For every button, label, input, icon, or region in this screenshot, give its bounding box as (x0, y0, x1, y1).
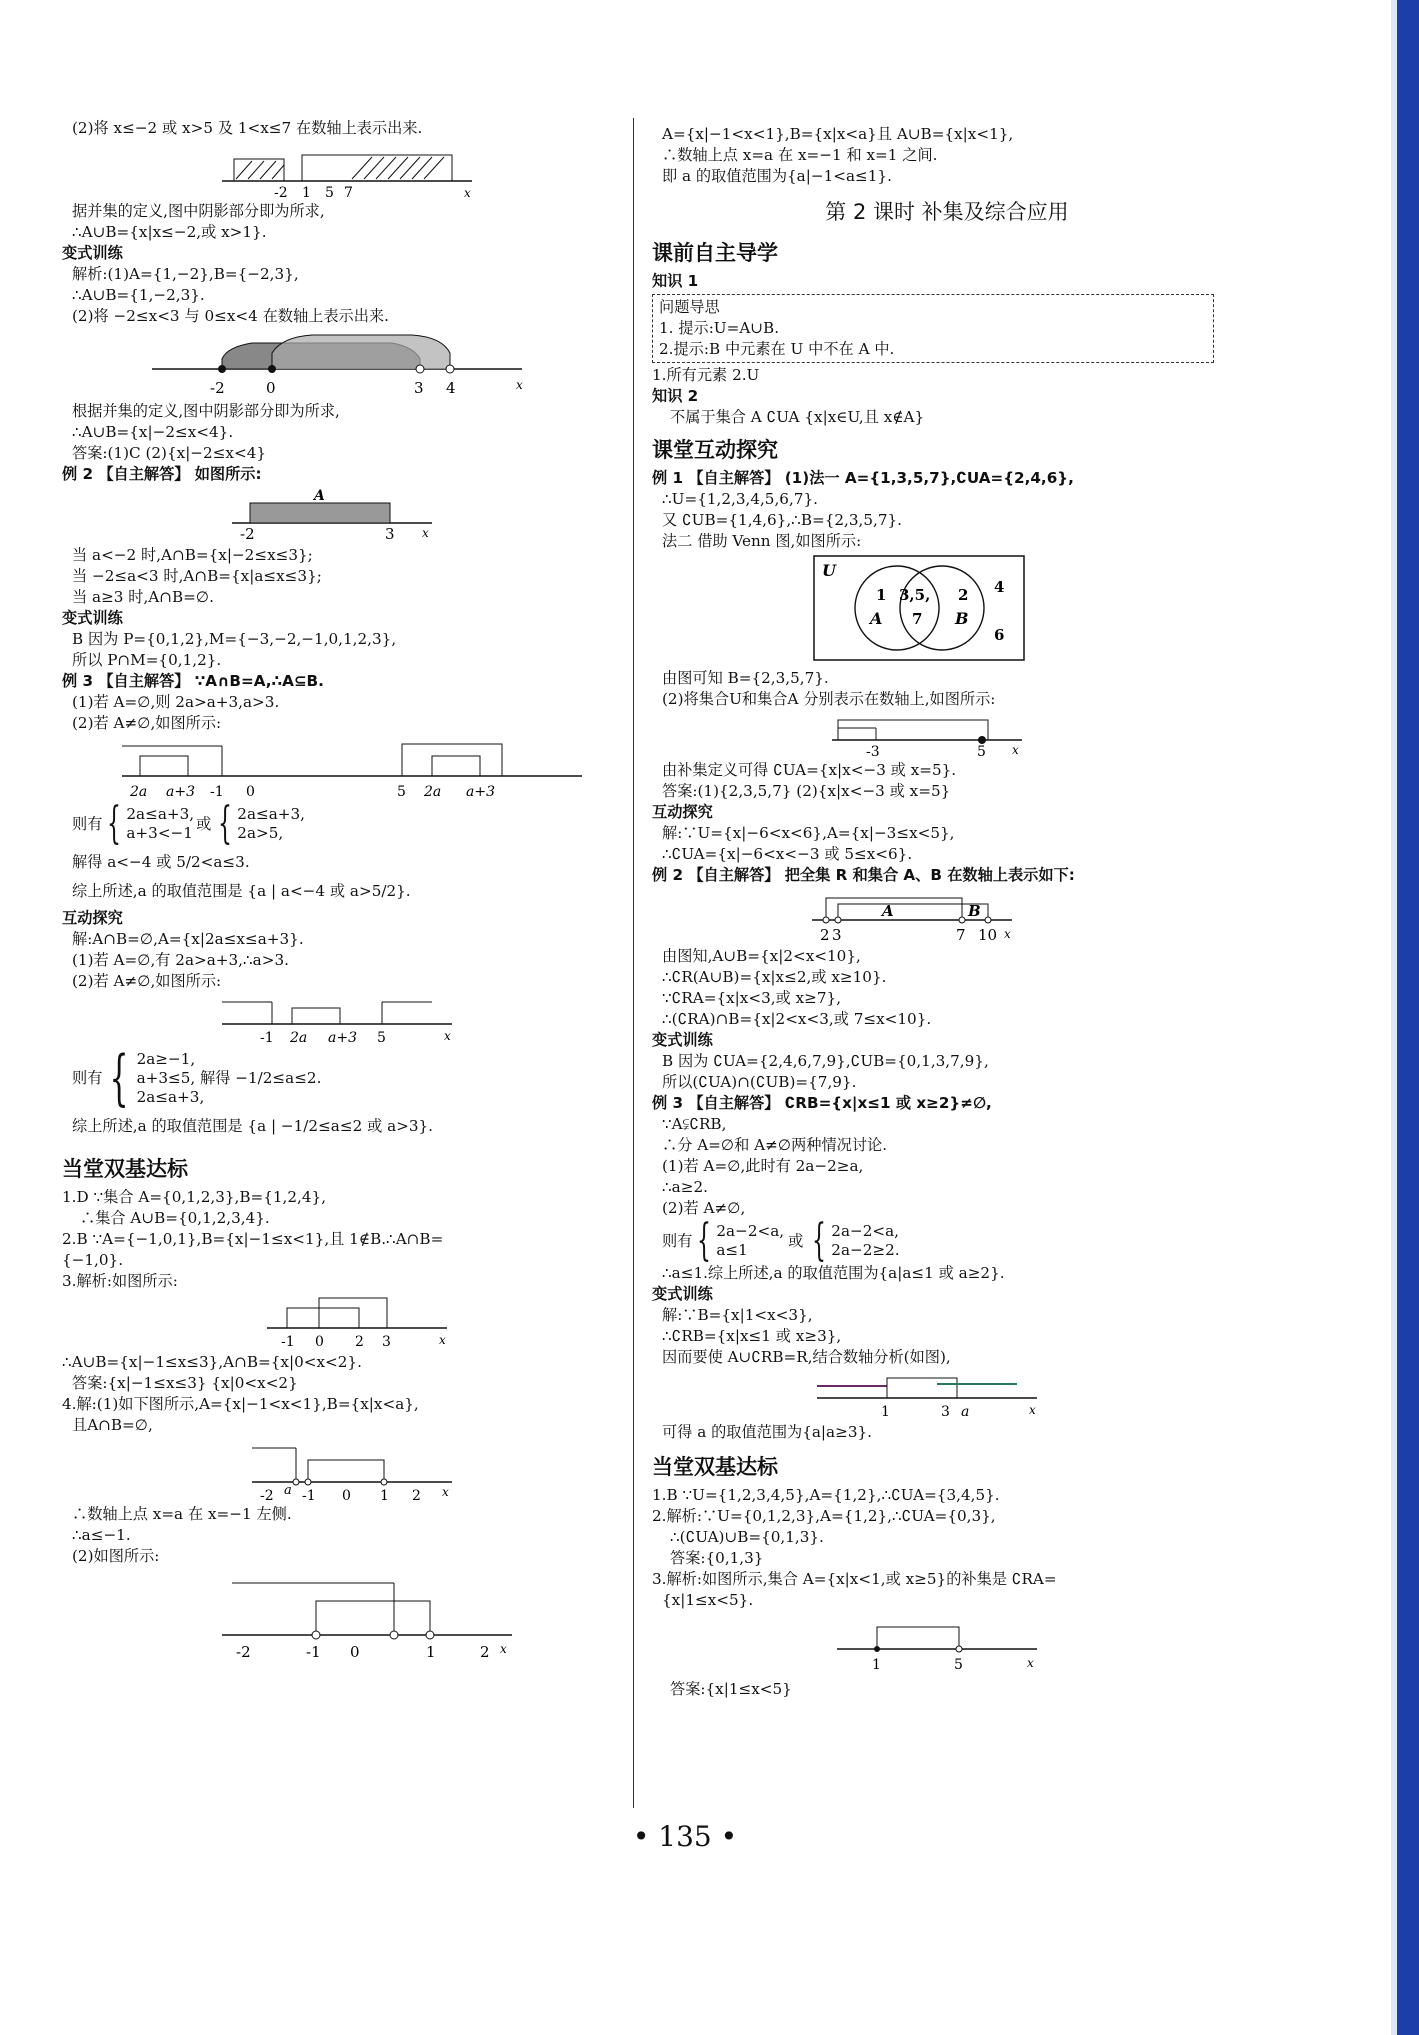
text-line: B 因为 ∁UA={2,4,6,7,9},∁UB={0,1,3,7,9}, (662, 1052, 989, 1070)
text-line: ∵A⫋∁RB, (662, 1115, 727, 1133)
answer-line: 答案:{0,1,3} (670, 1549, 764, 1567)
axis-tick-label: 3 (414, 379, 424, 397)
text-line: a+3<−1 (126, 824, 193, 842)
axis-tick-label: -2 (236, 1643, 251, 1661)
text-line: 2.B ∵A={−1,0,1},B={x|−1≤x<1},且 1∉B.∴A∩B= (62, 1230, 444, 1248)
text-line: A={x|−1<x<1},B={x|x<a}且 A∪B={x|x<1}, (662, 125, 1014, 143)
axis-tick-label: 4 (446, 379, 456, 397)
axis-tick-label: -2 (274, 185, 288, 199)
text-label: 或 (788, 1231, 804, 1250)
section-label: 变式训练 (652, 1031, 713, 1049)
text-line: ∵∁RA={x|x<3,或 x≥7}, (662, 989, 842, 1007)
text-line: 2a−2<a, (831, 1222, 899, 1240)
brace-icon: { (812, 1215, 827, 1266)
set-label: A (882, 902, 894, 920)
number-line-figure-r2 (812, 888, 1032, 944)
text-line: 3.解析:如图所示: (62, 1272, 178, 1290)
axis-x-label: x (500, 1642, 507, 1656)
axis-tick-label: 1 (881, 1404, 890, 1420)
brace-icon: { (107, 798, 122, 849)
text-line: (1)若 A=∅,则 2a>a+3,a>3. (72, 693, 280, 711)
text-line: {−1,0}. (62, 1251, 124, 1269)
axis-tick-label: 3 (382, 1334, 391, 1350)
venn-element: 1 (876, 586, 887, 604)
text-line: ∴(∁UA)∪B={0,1,3}. (670, 1528, 824, 1546)
text-line: 解析:(1)A={1,−2},B={−2,3}, (72, 265, 299, 283)
text-line: a+3≤5, 解得 −1/2≤a≤2. (136, 1068, 322, 1087)
answer-line: 答案:(1){2,3,5,7} (2){x|x<−3 或 x=5} (662, 782, 951, 800)
text-line: 当 a≥3 时,A∩B=∅. (72, 588, 214, 606)
text-line: (1)若 A=∅,此时有 2a−2≥a, (662, 1157, 864, 1175)
axis-tick-label: -1 (302, 1488, 316, 1502)
axis-tick-label: 1 (380, 1488, 389, 1502)
text-line: (2)如图所示: (72, 1547, 160, 1565)
text-line: ∴∁RB={x|x≤1 或 x≥3}, (662, 1327, 842, 1345)
axis-tick-label: 3 (941, 1404, 950, 1420)
text-line: 2a−2≥2. (831, 1241, 900, 1259)
venn-element: 2 (958, 586, 969, 604)
box-title: 问题导思 (659, 298, 720, 316)
number-line-figure-5 (222, 994, 482, 1046)
text-line: ∴A∪B={x|−1≤x≤3},A∩B={x|0<x<2}. (62, 1353, 362, 1371)
page-edge-band (1397, 0, 1419, 2035)
axis-tick-label: a+3 (328, 1030, 357, 1046)
section-heading: 当堂双基达标 (62, 1157, 188, 1181)
text-line: (2)将集合U和集合A 分别表示在数轴上,如图所示: (662, 690, 996, 708)
text-label: 则有 (72, 1068, 103, 1087)
axis-x-label: x (442, 1485, 449, 1499)
venn-element: 4 (994, 578, 1005, 596)
example-heading: 例 3 【自主解答】 ∵A∩B=A,∴A⊆B. (62, 672, 324, 690)
brace-icon: { (218, 798, 233, 849)
text-line: 解:∵U={x|−6<x<6},A={x|−3≤x<5}, (662, 824, 955, 842)
text-line: 可得 a 的取值范围为{a|a≥3}. (662, 1423, 872, 1441)
brace-lines (126, 805, 194, 843)
answer-line: 答案:{x|1≤x<5} (670, 1680, 792, 1698)
text-line: ∴∁UA={x|−6<x<−3 或 5≤x<6}. (662, 845, 913, 863)
axis-x-label: x (444, 1029, 451, 1043)
text-line: 根据并集的定义,图中阴影部分即为所求, (72, 402, 340, 420)
text-line: (2)将 x≤−2 或 x>5 及 1<x≤7 在数轴上表示出来. (72, 119, 423, 137)
text-line: a≤1 (716, 1241, 748, 1259)
text-line: 1.所有元素 2.U (652, 366, 760, 384)
number-line-figure-6 (267, 1294, 467, 1350)
text-line: 解:A∩B=∅,A={x|2a≤x≤a+3}. (72, 930, 304, 948)
text-line: 所以(∁UA)∩(∁UB)={7,9}. (662, 1073, 857, 1091)
text-line: 当 a<−2 时,A∩B={x|−2≤x≤3}; (72, 546, 313, 564)
answer-line: 答案:(1)C (2){x|−2≤x<4} (72, 444, 267, 462)
venn-universe-label: U (822, 561, 836, 580)
axis-x-label: x (1027, 1656, 1034, 1670)
axis-tick-label: 0 (342, 1488, 351, 1502)
text-line: 2a≤a+3, (237, 805, 305, 823)
text-line: 2a≤a+3, (126, 805, 195, 823)
axis-tick-label: 5 (954, 1657, 963, 1673)
axis-tick-label: -1 (281, 1334, 295, 1350)
axis-x-label: x (464, 186, 471, 199)
text-line: 解:∵B={x|1<x<3}, (662, 1306, 813, 1324)
text-line: 所以 P∩M={0,1,2}. (72, 651, 222, 669)
venn-element: 6 (994, 626, 1005, 644)
text-line: (1)若 A=∅,有 2a>a+3,∴a>3. (72, 951, 289, 969)
brace-icon: { (697, 1215, 712, 1266)
text-line: ∴∁R(A∪B)={x|x≤2,或 x≥10}. (662, 968, 887, 986)
text-line: 解得 a<−4 或 5/2<a≤3. (72, 853, 250, 871)
text-line: ∴数轴上点 x=a 在 x=−1 左侧. (72, 1505, 292, 1523)
column-divider (633, 118, 634, 1808)
answer-line: 答案:{x|−1≤x≤3} {x|0<x<2} (72, 1374, 298, 1392)
venn-set-b-label: B (955, 609, 969, 628)
axis-tick-label: 2a (130, 784, 148, 800)
text-line: {x|1≤x<5}. (662, 1591, 754, 1609)
axis-x-label: x (422, 526, 429, 540)
axis-tick-label: 2 (355, 1334, 364, 1350)
axis-tick-label: 2a (290, 1030, 308, 1046)
text-line: (2)若 A≠∅,如图所示: (72, 714, 222, 732)
axis-tick-label: 0 (350, 1643, 360, 1661)
section-label: 变式训练 (652, 1285, 713, 1303)
axis-x-label: x (1004, 927, 1011, 941)
axis-tick-label: 0 (315, 1334, 324, 1350)
text-line: ∴A∪B={x|x≤−2,或 x>1}. (72, 223, 267, 241)
case-system (652, 1215, 1242, 1266)
axis-tick-label: 2 (412, 1488, 421, 1502)
section-heading: 当堂双基达标 (652, 1455, 778, 1479)
case-system (62, 798, 627, 849)
axis-tick-label: 0 (266, 379, 276, 397)
axis-tick-label: -3 (866, 744, 880, 758)
text-line: 3.解析:如图所示,集合 A={x|x<1,或 x≥5}的补集是 ∁RA= (652, 1570, 1057, 1588)
page-number: • 135 • (632, 1820, 738, 1853)
example-heading: 例 1 【自主解答】 (1)法一 A={1,3,5,7},∁UA={2,4,6}, (652, 469, 1074, 487)
set-label: B (968, 902, 981, 920)
case-system (62, 1043, 627, 1113)
text-line: 2a≤a+3, (136, 1087, 205, 1106)
axis-tick-label: 2 (820, 926, 830, 944)
set-label: A (314, 488, 325, 504)
section-label: 变式训练 (62, 244, 123, 262)
axis-tick-label: 1 (872, 1657, 881, 1673)
left-column (62, 118, 627, 1663)
text-line: ∴a≤−1. (72, 1526, 131, 1544)
text-line: 2.解析:∵U={0,1,2,3},A={1,2},∴∁UA={0,3}, (652, 1507, 996, 1525)
number-line-figure-1 (222, 141, 522, 199)
text-line: 不属于集合 A ∁UA {x|x∈U,且 x∉A} (670, 408, 925, 426)
number-line-figure-r4 (837, 1613, 1057, 1677)
text-line: 综上所述,a 的取值范围是 {a | a<−4 或 a>5/2}. (72, 882, 411, 900)
axis-tick-label: 1 (302, 185, 311, 199)
axis-tick-label: -2 (240, 525, 255, 543)
brace-lines (716, 1222, 784, 1260)
axis-tick-label: 10 (978, 926, 998, 944)
text-label: 或 (196, 814, 212, 833)
section-label: 互动探究 (652, 803, 713, 821)
number-line-figure-2 (152, 329, 572, 399)
text-line: 2a>5, (237, 824, 284, 842)
section-heading: 课前自主导学 (652, 241, 778, 265)
number-line-figure-7 (252, 1438, 472, 1502)
question-guide-box (652, 294, 1214, 363)
axis-tick-label: 3 (832, 926, 842, 944)
axis-tick-label: 0 (246, 784, 255, 800)
text-line: 又 ∁UB={1,4,6},∴B={2,3,5,7}. (662, 511, 902, 529)
example-heading: 例 2 【自主解答】 如图所示: (62, 465, 262, 483)
text-label: 则有 (72, 814, 103, 833)
text-line: 2a≥−1, (136, 1049, 196, 1068)
example-heading: 例 2 【自主解答】 把全集 R 和集合 A、B 在数轴上表示如下: (652, 866, 1075, 884)
axis-tick-label: 5 (397, 784, 406, 800)
text-line: 即 a 的取值范围为{a|−1<a≤1}. (662, 167, 892, 185)
brace-lines (137, 1050, 322, 1107)
text-line: 1. 提示:U=A∪B. (659, 319, 780, 337)
venn-diagram (812, 554, 1032, 666)
text-line: 据并集的定义,图中阴影部分即为所求, (72, 202, 325, 220)
right-column (652, 124, 1242, 1700)
number-line-figure-r1 (832, 712, 1032, 758)
text-line: 4.解:(1)如下图所示,A={x|−1<x<1},B={x|x<a}, (62, 1395, 419, 1413)
brace-icon: { (109, 1043, 130, 1113)
axis-tick-label: 3 (385, 525, 395, 543)
axis-x-label: x (1012, 743, 1019, 757)
axis-tick-label: 5 (377, 1030, 386, 1046)
knowledge-label: 知识 1 (652, 272, 699, 290)
axis-tick-label: -1 (306, 1643, 321, 1661)
axis-x-label: x (516, 378, 523, 392)
text-label: 则有 (662, 1231, 693, 1250)
example-heading: 例 3 【自主解答】 ∁RB={x|x≤1 或 x≥2}≠∅, (652, 1094, 992, 1112)
venn-element: 7 (912, 610, 923, 628)
number-line-figure-8 (222, 1569, 522, 1661)
text-line: 2a−2<a, (716, 1222, 785, 1240)
venn-element: 3,5, (899, 586, 931, 604)
text-line: 当 −2≤a<3 时,A∩B={x|a≤x≤3}; (72, 567, 322, 585)
number-line-figure-4 (122, 736, 592, 800)
text-line: ∴a≤1.综上所述,a 的取值范围为{a|a≤1 或 a≥2}. (662, 1264, 1005, 1282)
axis-tick-label: 5 (325, 185, 334, 199)
text-line: ∴集合 A∪B={0,1,2,3,4}. (80, 1209, 270, 1227)
text-line: 1.D ∵集合 A={0,1,2,3},B={1,2,4}, (62, 1188, 327, 1206)
axis-tick-label: -1 (260, 1030, 274, 1046)
axis-tick-label: a+3 (466, 784, 495, 800)
text-line: ∴a≥2. (662, 1178, 708, 1196)
number-line-figure-3 (232, 487, 472, 543)
axis-x-label: x (439, 1333, 446, 1347)
text-line: (2)若 A≠∅, (662, 1199, 746, 1217)
number-line-figure-r3 (817, 1370, 1057, 1420)
axis-tick-label: 7 (956, 926, 966, 944)
text-line: (2)将 −2≤x<3 与 0≤x<4 在数轴上表示出来. (72, 307, 389, 325)
axis-tick-label: -1 (210, 784, 224, 800)
text-line: 因而要使 A∪∁RB=R,结合数轴分析(如图), (662, 1348, 951, 1366)
axis-tick-label: a (961, 1404, 970, 1420)
text-line: ∴A∪B={1,−2,3}. (72, 286, 205, 304)
text-line: 综上所述,a 的取值范围是 {a | −1/2≤a≤2 或 a>3}. (72, 1117, 434, 1135)
text-line: 2.提示:B 中元素在 U 中不在 A 中. (659, 340, 895, 358)
text-line: 由图可知 B={2,3,5,7}. (662, 669, 829, 687)
brace-lines (831, 1222, 899, 1260)
text-line: ∴分 A=∅和 A≠∅两种情况讨论. (662, 1136, 888, 1154)
knowledge-label: 知识 2 (652, 387, 699, 405)
axis-tick-label: 7 (344, 185, 353, 199)
text-line: ∴(∁RA)∩B={x|2<x<3,或 7≤x<10}. (662, 1010, 932, 1028)
text-line: 由补集定义可得 ∁UA={x|x<−3 或 x=5}. (662, 761, 957, 779)
brace-lines (237, 805, 305, 843)
text-line: 由图知,A∪B={x|2<x<10}, (662, 947, 861, 965)
text-line: B 因为 P={0,1,2},M={−3,−2,−1,0,1,2,3}, (72, 630, 397, 648)
axis-tick-label: 2 (480, 1643, 490, 1661)
section-label: 变式训练 (62, 609, 123, 627)
text-line: 且A∩B=∅, (72, 1416, 153, 1434)
axis-tick-label: 2a (424, 784, 442, 800)
text-line: (2)若 A≠∅,如图所示: (72, 972, 222, 990)
axis-tick-label: a+3 (166, 784, 195, 800)
axis-tick-label: a (284, 1483, 292, 1498)
axis-tick-label: -2 (260, 1488, 274, 1502)
text-line: ∴数轴上点 x=a 在 x=−1 和 x=1 之间. (662, 146, 938, 164)
lesson-title: 第 2 课时 补集及综合应用 (825, 200, 1069, 224)
text-line: ∴A∪B={x|−2≤x<4}. (72, 423, 234, 441)
section-heading: 课堂互动探究 (652, 438, 778, 462)
axis-tick-label: 5 (977, 744, 986, 758)
axis-tick-label: 1 (426, 1643, 436, 1661)
section-label: 互动探究 (62, 909, 123, 927)
text-line: 法二 借助 Venn 图,如图所示: (662, 532, 862, 550)
text-line: 1.B ∵U={1,2,3,4,5},A={1,2},∴∁UA={3,4,5}. (652, 1486, 1000, 1504)
text-line: ∴U={1,2,3,4,5,6,7}. (662, 490, 818, 508)
axis-x-label: x (1029, 1403, 1036, 1417)
venn-set-a-label: A (870, 609, 883, 628)
axis-tick-label: -2 (210, 379, 225, 397)
